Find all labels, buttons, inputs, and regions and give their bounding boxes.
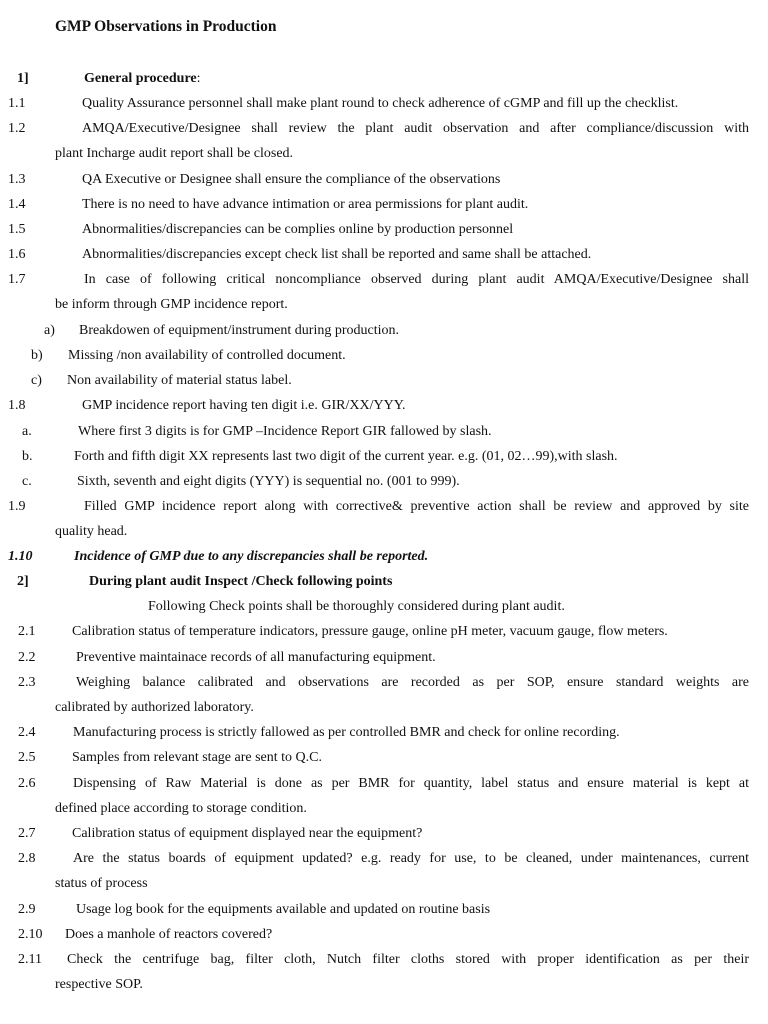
section-1-item-number: a) xyxy=(44,323,55,338)
section-1-item-text: Non availability of material status label. xyxy=(67,373,292,388)
section-1-item-continuation: quality head. xyxy=(55,524,128,539)
section-1-item-number: 1.3 xyxy=(8,172,26,187)
section-2-item-number: 2.7 xyxy=(18,826,36,841)
section-1-item-text: Sixth, seventh and eight digits (YYY) is sequential no. (001 to 999). xyxy=(77,474,460,489)
section-2-item-number: 2.11 xyxy=(18,952,42,967)
section-1-item-text: Missing /non availability of controlled document. xyxy=(68,348,346,363)
section-2-item-number: 2.3 xyxy=(18,675,36,690)
section-2-item-number: 2.8 xyxy=(18,851,36,866)
section-2-item-number: 2.1 xyxy=(18,624,36,639)
section-1-item-text: QA Executive or Designee shall ensure the compliance of the observations xyxy=(82,172,501,187)
section-1-item-number: a. xyxy=(22,424,32,439)
section-1-item-text: Abnormalities/discrepancies can be complies online by production personnel xyxy=(82,222,514,237)
section-1-item-number: c. xyxy=(22,474,32,489)
section-1-item-number: 1.6 xyxy=(8,247,26,262)
section-1-item-number: 1.1 xyxy=(8,96,26,111)
section-2-item-text: Preventive maintainace records of all manufacturing equipment. xyxy=(76,650,436,665)
section-2-item-text: Calibration status of equipment displayed near the equipment? xyxy=(72,826,423,841)
section-1-item-number: b. xyxy=(22,449,33,464)
section-1-number: 1] xyxy=(17,71,29,86)
section-2-item-text: Samples from relevant stage are sent to Q.C. xyxy=(72,750,322,765)
section-1-item-text: In case of following critical noncompliance observed during plant audit AMQA/Executive/Designee shall xyxy=(84,272,749,287)
section-1-item-number: c) xyxy=(31,373,42,388)
section-2-item-continuation: calibrated by authorized laboratory. xyxy=(55,700,254,715)
section-1-item-text: Quality Assurance personnel shall make plant round to check adherence of cGMP and fill up the checklist. xyxy=(82,96,679,111)
section-1-item-continuation: plant Incharge audit report shall be closed. xyxy=(55,146,294,161)
section-2-item-continuation: respective SOP. xyxy=(55,977,143,992)
section-2-item-text: Check the centrifuge bag, filter cloth, Nutch filter cloths stored with proper identification as per their xyxy=(67,952,749,967)
section-2-number: 2] xyxy=(17,574,29,589)
section-2-item-text: Does a manhole of reactors covered? xyxy=(65,927,273,942)
section-2-item-text: Weighing balance calibrated and observations are recorded as per SOP, ensure standard weights are xyxy=(76,675,749,690)
section-1-item-number: 1.2 xyxy=(8,121,26,136)
section-2-item-text: Manufacturing process is strictly fallowed as per controlled BMR and check for online recording. xyxy=(73,725,620,740)
section-1-item-number: b) xyxy=(31,348,43,363)
section-1-item-text: GMP incidence report having ten digit i.e. GIR/XX/YYY. xyxy=(82,398,406,413)
section-2-item-number: 2.9 xyxy=(18,902,36,917)
section-1-item-text: There is no need to have advance intimation or area permissions for plant audit. xyxy=(82,197,529,212)
section-1-item-text: Incidence of GMP due to any discrepancies shall be reported. xyxy=(74,549,429,564)
section-1-item-text: Breakdowen of equipment/instrument during production. xyxy=(79,323,399,338)
section-1-item-continuation: be inform through GMP incidence report. xyxy=(55,297,288,312)
section-1-item-text: Filled GMP incidence report along with corrective& preventive action shall be review and approved by site xyxy=(84,499,749,514)
section-2-item-text: Calibration status of temperature indicators, pressure gauge, online pH meter, vacuum gauge, flow meters. xyxy=(72,624,668,639)
section-2-item-number: 2.10 xyxy=(18,927,43,942)
section-1-item-text: Forth and fifth digit XX represents last two digit of the current year. e.g. (01, 02…99),with slash. xyxy=(74,449,618,464)
section-1-heading-line xyxy=(84,71,201,87)
section-1-heading: General procedure xyxy=(84,71,197,86)
section-1-item-text: Abnormalities/discrepancies except check list shall be reported and same shall be attached. xyxy=(82,247,592,262)
section-2-item-text: Are the status boards of equipment updated? e.g. ready for use, to be cleaned, under maintenances, current xyxy=(73,851,749,866)
section-1-item-number: 1.8 xyxy=(8,398,26,413)
section-1-item-number: 1.10 xyxy=(8,549,33,564)
section-1-item-number: 1.9 xyxy=(8,499,26,514)
section-2-item-continuation: status of process xyxy=(55,876,148,891)
section-2-item-number: 2.4 xyxy=(18,725,36,740)
section-2-heading: During plant audit Inspect /Check following points xyxy=(89,574,393,589)
section-1-item-text: Where first 3 digits is for GMP –Incidence Report GIR fallowed by slash. xyxy=(78,424,492,439)
section-2-item-text: Dispensing of Raw Material is done as per BMR for quantity, label status and ensure material is kept at xyxy=(73,776,749,791)
section-2-intro: Following Check points shall be thoroughly considered during plant audit. xyxy=(148,599,565,614)
section-1-item-number: 1.5 xyxy=(8,222,26,237)
document-title: GMP Observations in Production xyxy=(55,18,277,35)
section-1-heading-suffix: : xyxy=(196,71,201,86)
section-1-item-number: 1.7 xyxy=(8,272,26,287)
section-1-item-text: AMQA/Executive/Designee shall review the plant audit observation and after compliance/discussion with xyxy=(82,121,749,136)
section-2-item-number: 2.6 xyxy=(18,776,36,791)
section-2-item-number: 2.5 xyxy=(18,750,36,765)
section-2-item-continuation: defined place according to storage condition. xyxy=(55,801,307,816)
section-1-item-number: 1.4 xyxy=(8,197,26,212)
section-2-item-text: Usage log book for the equipments available and updated on routine basis xyxy=(76,902,491,917)
section-2-item-number: 2.2 xyxy=(18,650,36,665)
